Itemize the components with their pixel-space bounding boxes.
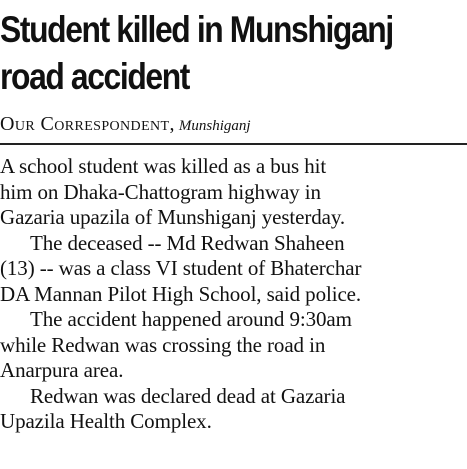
paragraph-line: (13) -- was a class VI student of Bhaterchar bbox=[0, 256, 362, 280]
paragraph-line: The deceased -- Md Redwan Shaheen bbox=[30, 230, 345, 255]
paragraph-line: Upazila Health Complex. bbox=[0, 409, 212, 433]
byline bbox=[0, 112, 467, 138]
article-body bbox=[0, 154, 467, 435]
byline-location: Munshiganj bbox=[178, 118, 251, 134]
paragraph-3 bbox=[0, 307, 467, 384]
headline-line-1: Student killed in Munshiganj bbox=[0, 9, 393, 50]
paragraph-line: The accident happened around 9:30am bbox=[30, 307, 352, 331]
paragraph-2 bbox=[0, 231, 467, 308]
paragraph-line: A school student was killed as a bus hit bbox=[0, 154, 327, 178]
paragraph-4 bbox=[0, 384, 467, 435]
paragraph-1 bbox=[0, 154, 467, 231]
byline-author: Our Correspondent, bbox=[0, 113, 175, 135]
headline bbox=[0, 6, 402, 100]
paragraph-line: Gazaria upazila of Munshiganj yesterday. bbox=[0, 205, 346, 229]
paragraph-line: DA Mannan Pilot High School, said police. bbox=[0, 281, 362, 306]
byline-divider bbox=[0, 143, 467, 145]
paragraph-line: Anarpura area. bbox=[0, 358, 124, 382]
paragraph-line: him on Dhaka-Chattogram highway in bbox=[0, 179, 321, 204]
paragraph-line: while Redwan was crossing the road in bbox=[0, 332, 326, 357]
headline-line-2: road accident bbox=[0, 56, 190, 97]
paragraph-line: Redwan was declared dead at Gazaria bbox=[30, 383, 346, 408]
